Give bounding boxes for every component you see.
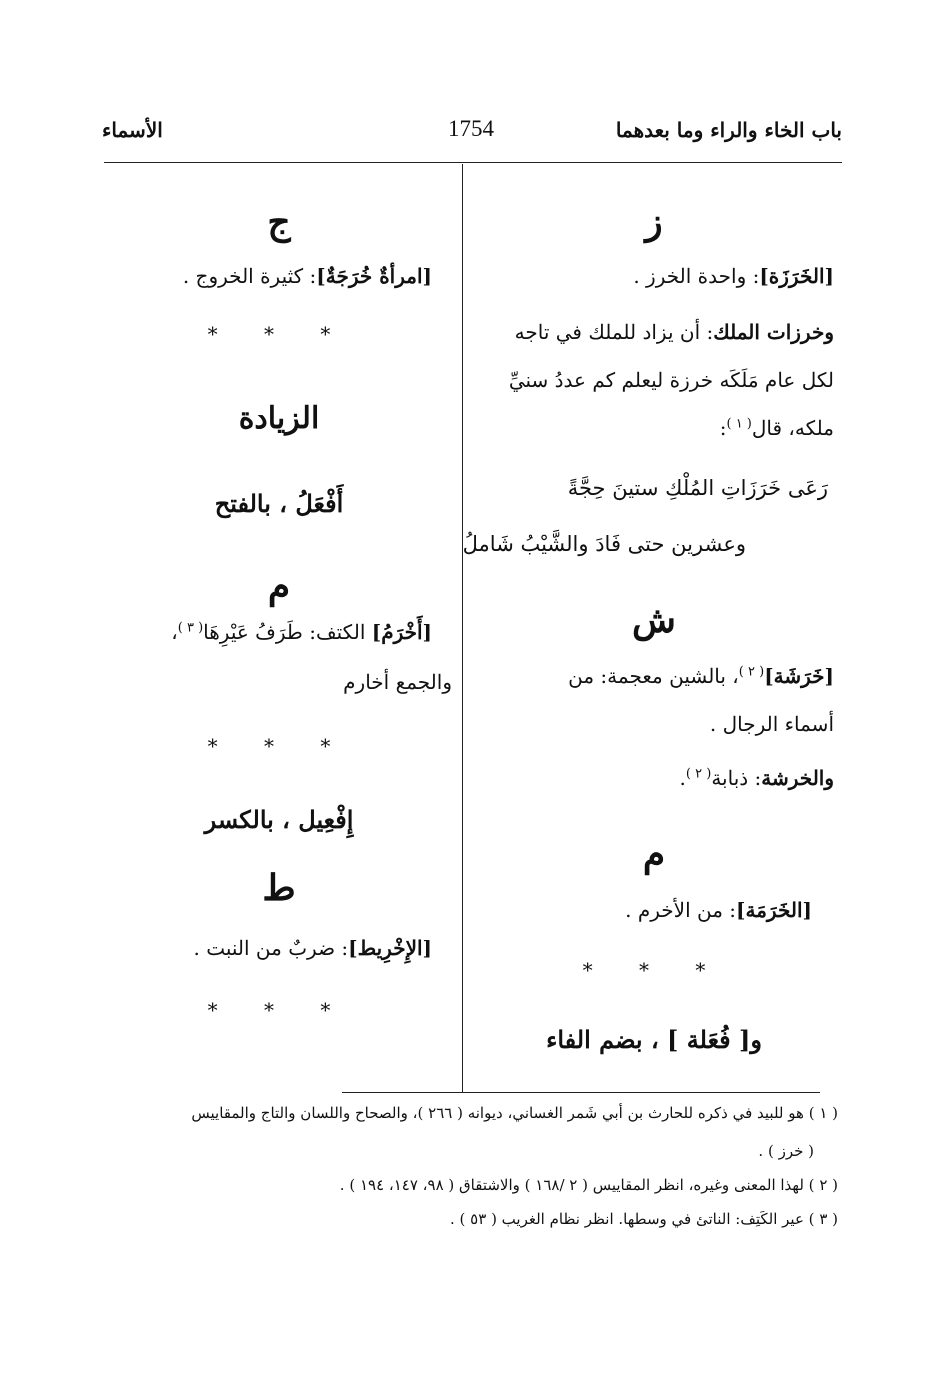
section-title: الأسماء [102,118,163,142]
entry-kharama [474,898,834,922]
comma: ، [171,620,178,644]
entry-akhram-line-1 [106,620,452,644]
entry-term: [الخَرَمَة] [736,898,812,922]
verse-line-1: رَعَى خَرَزَاتِ المُلْكِ ستينَ حِجَّةً [567,476,828,500]
header-rule [104,162,842,163]
section-separator-stars: * * * [207,322,351,346]
page-number: 1754 [448,116,494,141]
entry-kharija [106,264,452,288]
letter-mim-heading: م [642,833,666,875]
entry-term: والخرشة [761,766,834,790]
entry-kharaza [474,264,834,288]
entry-kharasha-line-2: أسماء الرجال . [709,712,834,736]
entry-ikhrit [106,936,452,960]
letter-jim-heading: ج [267,201,291,243]
footnote-ref: ( ٢ ) [738,664,765,680]
chapter-title: باب الخاء والراء وما بعدهما [615,118,842,142]
entry-definition: ، بالشين معجمة: من [568,664,739,688]
entry-term: [أَخْرَمُ] [371,620,432,644]
letter-mim-heading: م [267,565,291,607]
entry-definition: : من الأخرم . [625,898,737,922]
entry-term: [امرأةٌ خُرَجَةٌ] [316,264,432,288]
entry-definition: : ذبابة [711,766,762,790]
afal-heading: أَفْعَلُ ، بالفتح [214,489,344,518]
entry-kharazat-line-3 [474,416,834,440]
column-divider [462,164,463,1092]
entry-akhram-line-2: والجمع أخارم [343,670,452,694]
entry-term: [الخَرَزَة] [759,264,834,288]
section-separator-stars: * * * [207,734,351,758]
fuala-heading: و[ فُعَلة ] ، بضم الفاء [546,1025,762,1054]
entry-kharasha-fly [474,766,834,790]
footnote-1-continued: ( خرز ) . [758,1142,814,1160]
entry-definition: الكتف: طَرَفُ عَيْرِهَا [203,620,366,644]
footnote-2: ( ٢ ) لهذا المعنى وغيره، انظر المقاييس ( ٢ /١٦٨ ) والاشتقاق ( ٩٨، ١٤٧، ١٩٤ ) . [339,1176,838,1194]
letter-shin-heading: ش [632,599,676,641]
entry-kharasha-line-1 [474,664,834,688]
entry-definition: : كثيرة الخروج . [182,264,317,288]
footnote-ref: ( ١ ) [726,416,752,432]
letter-zay-heading: ز [645,201,663,243]
period: . [679,766,686,790]
section-separator-stars: * * * [582,958,726,982]
section-separator-stars: * * * [207,998,351,1022]
entry-definition: : أن يزاد للملك في تاجه [514,320,714,344]
footnote-3: ( ٣ ) عير الكَتِف: الناتئ في وسطها. انظر نظام الغريب ( ٥٣ ) . [450,1210,838,1228]
footnote-1: ( ١ ) هو للبيد في ذكره للحارث بن أبي شَمر الغساني، ديوانه ( ٢٦٦ )، والصحاح واللسان والتاج والمقاييس [191,1104,838,1122]
entry-term: [خَرَشَة] [764,664,834,688]
verse-line-2: وعشرين حتى فَادَ والشَّيْبُ شَاملُ [462,532,746,556]
colon: : [719,416,727,440]
entry-kharazat-line-1 [474,320,834,344]
entry-term: وخرزات الملك [713,320,834,344]
letter-ta-heading: ط [262,867,296,909]
entry-kharazat-line-2: لكل عام مَلَكَه خرزة ليعلم كم عددُ سنيِّ [508,368,834,392]
ifil-heading: إِفْعِيل ، بالكسر [204,805,354,834]
entry-definition: : ضربٌ من النبت . [193,936,349,960]
footnote-rule [342,1092,820,1093]
entry-definition: : واحدة الخرز . [633,264,760,288]
ziyada-heading: الزيادة [238,401,320,436]
entry-term: [الإِخْرِيط] [348,936,432,960]
entry-definition: ملكه، قال [751,416,834,440]
page-header [100,112,842,162]
footnote-ref: ( ٣ ) [177,620,204,636]
footnote-ref: ( ٢ ) [685,766,712,782]
